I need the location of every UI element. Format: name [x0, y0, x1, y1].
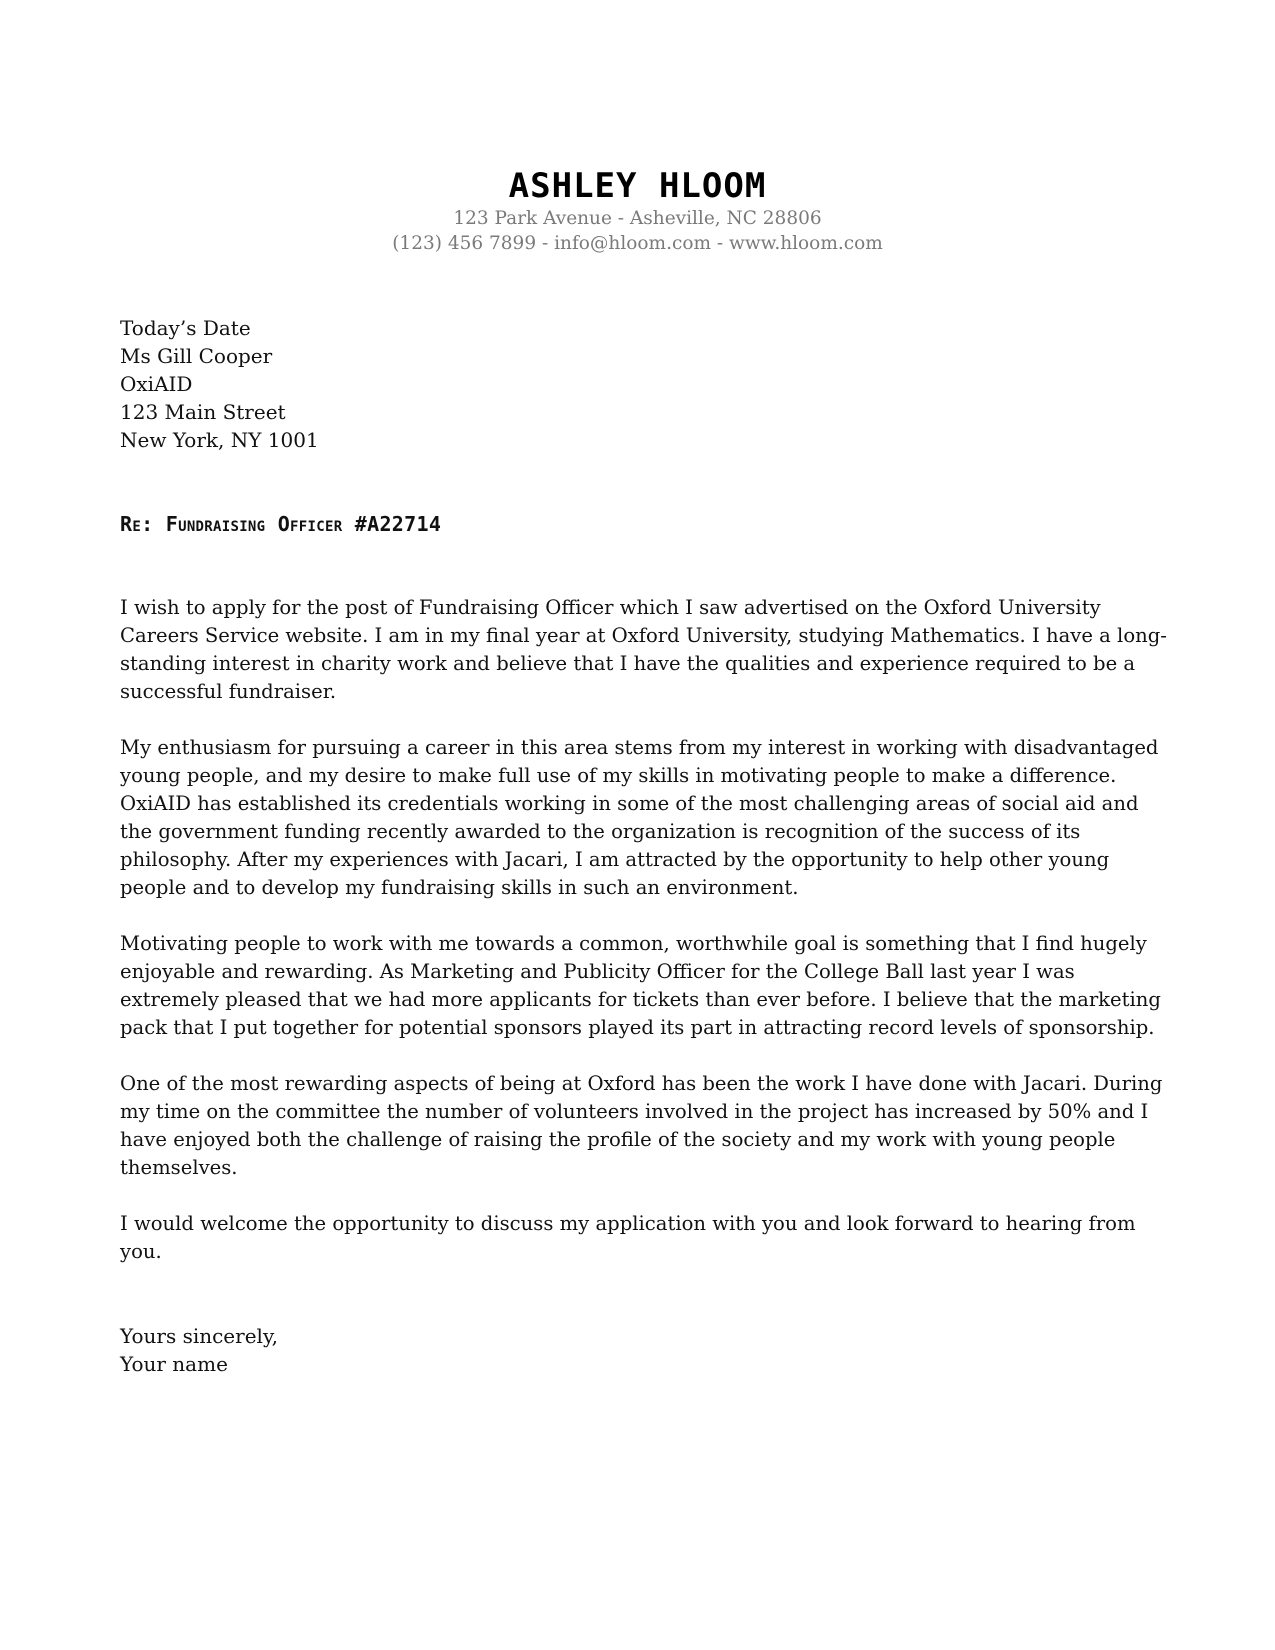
- body-paragraph: I wish to apply for the post of Fundraising Officer which I saw advertised on the Oxford University Careers Service website. I am in my final year at Oxford University, studying Mathematics. I have a long-standing interest in charity work and believe that I have the qualities and experience required to be a successful fundraiser.: [120, 596, 1167, 703]
- letter-date: Today’s Date: [120, 316, 251, 340]
- recipient-name: Ms Gill Cooper: [120, 344, 273, 368]
- letter-header: [0, 166, 1275, 256]
- subject-line: Re: Fundraising Officer #A22714: [120, 512, 442, 536]
- body-paragraph: One of the most rewarding aspects of being at Oxford has been the work I have done with Jacari. During my time on the committee the number of volunteers involved in the project has increased by 50% and I have enjoyed both the challenge of raising the profile of the society and my work with young people themselves.: [120, 1072, 1163, 1179]
- signature-name: Your name: [120, 1352, 228, 1376]
- recipient-street: 123 Main Street: [120, 400, 286, 424]
- recipient-city: New York, NY 1001: [120, 428, 319, 452]
- sender-address: 123 Park Avenue - Asheville, NC 28806: [453, 208, 822, 229]
- letter-body: [120, 594, 1170, 1294]
- body-paragraph: Motivating people to work with me towards a common, worthwhile goal is something that I find hugely enjoyable and rewarding. As Marketing and Publicity Officer for the College Ball last year I was extremely pleased that we had more applicants for tickets than ever before. I believe that the marketing pack that I put together for potential sponsors played its part in attracting record levels of sponsorship.: [120, 932, 1161, 1039]
- letter-closing: [120, 1322, 278, 1378]
- sender-contact: (123) 456 7899 - info@hloom.com - www.hloom.com: [392, 233, 883, 254]
- body-paragraph: I would welcome the opportunity to discuss my application with you and look forward to hearing from you.: [120, 1212, 1136, 1263]
- sender-name: ASHLEY HLOOM: [508, 166, 767, 206]
- recipient-organization: OxiAID: [120, 372, 193, 396]
- recipient-block: [120, 314, 319, 454]
- closing-salutation: Yours sincerely,: [120, 1324, 278, 1348]
- body-paragraph: My enthusiasm for pursuing a career in this area stems from my interest in working with disadvantaged young people, and my desire to make full use of my skills in motivating people to make a difference. OxiAID has established its credentials working in some of the most challenging areas of social aid and the government funding recently awarded to the organization is recognition of the success of its philosophy. After my experiences with Jacari, I am attracted by the opportunity to help other young people and to develop my fundraising skills in such an environment.: [120, 736, 1159, 899]
